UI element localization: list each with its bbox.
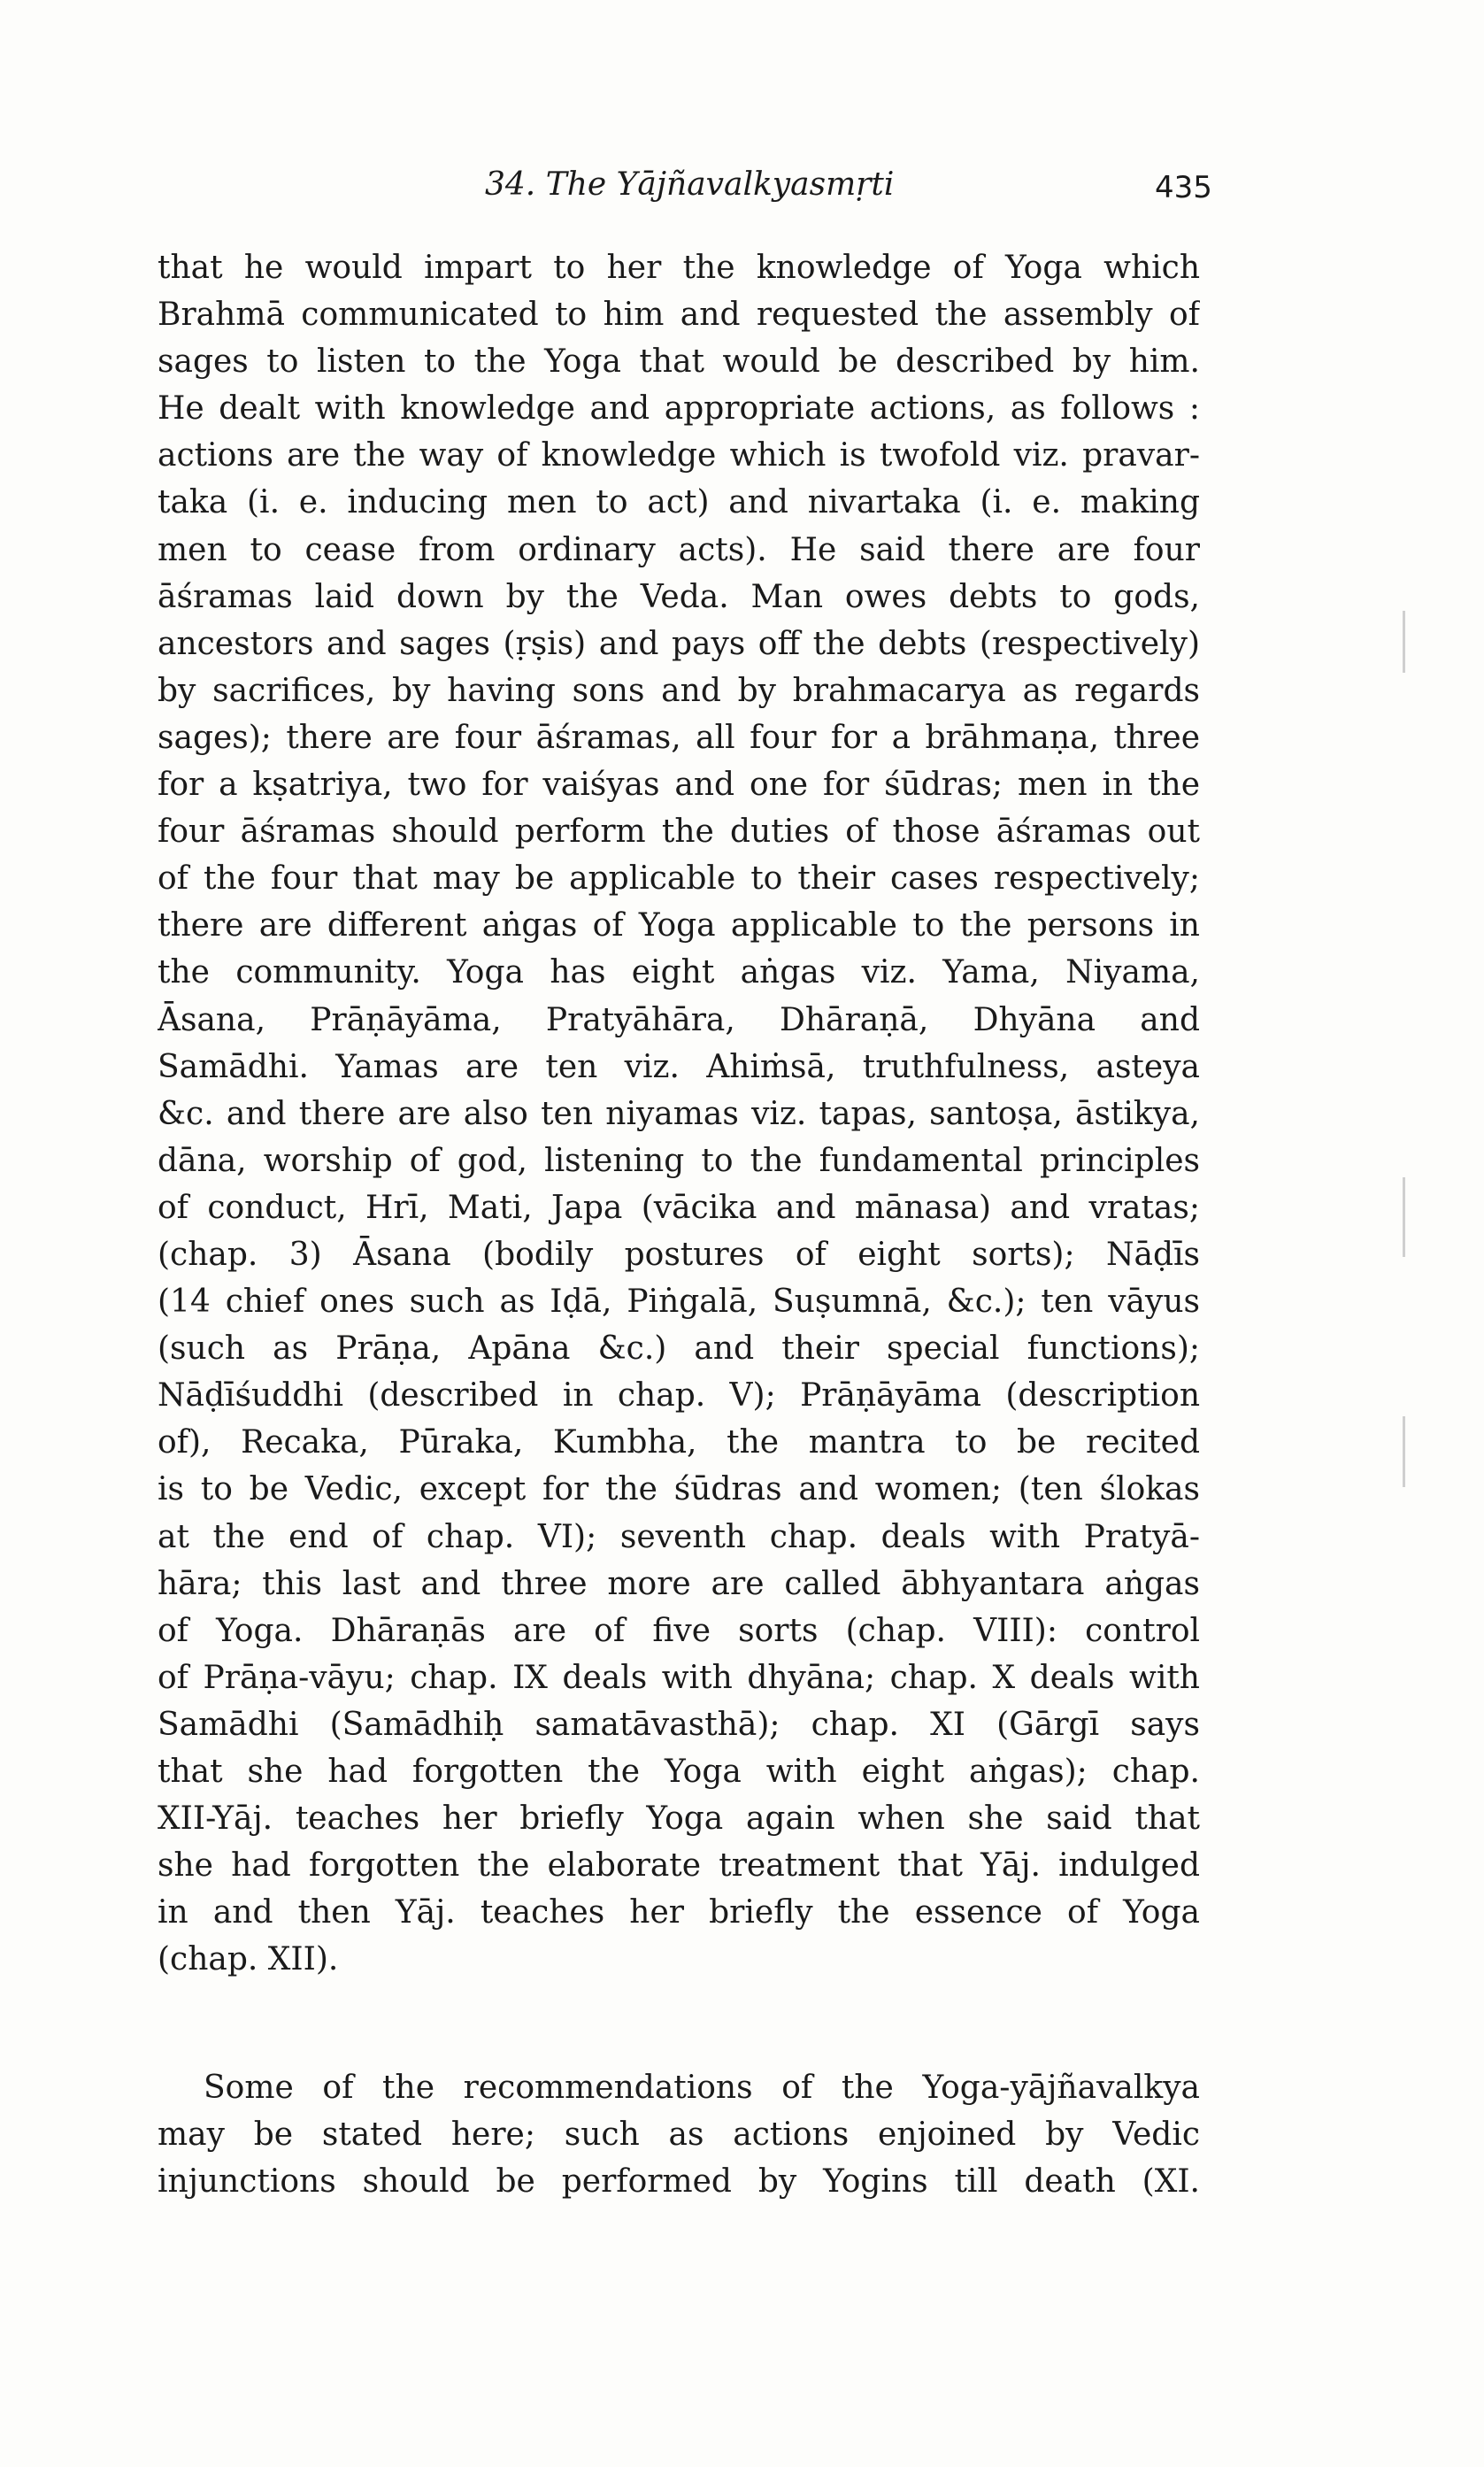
- text-line: hāra; this last and three more are called ābhyantara aṅgas: [158, 1565, 1200, 1602]
- text-line: dāna, worship of god, listening to the fundamental principles: [158, 1142, 1200, 1179]
- text-line: (14 chief ones such as Iḍā, Piṅgalā, Suṣumnā, &c.); ten vāyus: [158, 1284, 1200, 1321]
- scan-margin-mark: [1403, 1416, 1405, 1487]
- text-line: is to be Vedic, except for the śūdras and women; (ten ślokas: [158, 1471, 1200, 1508]
- text-line: for a kṣatriya, two for vaiśyas and one for śūdras; men in the: [158, 767, 1200, 804]
- text-line: by sacrifices, by having sons and by brahmacarya as regards: [158, 672, 1200, 709]
- text-line: four āśramas should perform the duties of those āśramas out: [158, 813, 1200, 851]
- page-number: 435: [1155, 170, 1212, 205]
- text-line: (chap. XII).: [158, 1941, 339, 1978]
- text-line: (chap. 3) Āsana (bodily postures of eight sorts); Nāḍīs: [158, 1236, 1200, 1273]
- text-line: may be stated here; such as actions enjoined by Vedic: [158, 2116, 1200, 2154]
- scan-margin-mark: [1403, 611, 1405, 673]
- text-line: (such as Prāṇa, Apāna &c.) and their special functions);: [158, 1330, 1200, 1368]
- text-line: sages to listen to the Yoga that would be described by him.: [158, 343, 1200, 381]
- text-line: ancestors and sages (ṛṣis) and pays off the debts (respectively): [158, 625, 1200, 662]
- text-line: Samādhi (Samādhiḥ samatāvasthā); chap. XI (Gārgī says: [158, 1706, 1200, 1743]
- text-line: men to cease from ordinary acts). He said there are four: [158, 531, 1200, 568]
- text-line: of conduct, Hrī, Mati, Japa (vācika and mānasa) and vratas;: [158, 1189, 1200, 1226]
- text-line: of the four that may be applicable to their cases respectively;: [158, 860, 1200, 898]
- text-line: she had forgotten the elaborate treatment that Yāj. indulged: [158, 1847, 1200, 1885]
- text-line: the community. Yoga has eight aṅgas viz. Yama, Niyama,: [158, 954, 1200, 991]
- paragraph-1: [158, 244, 1200, 1983]
- text-line: Some of the recommendations of the Yoga-yājñavalkya: [204, 2070, 1200, 2106]
- chapter-title: 34. The Yājñavalkyasmṛti: [485, 166, 895, 203]
- text-line: Brahmā communicated to him and requested the assembly of: [158, 297, 1200, 334]
- text-line: actions are the way of knowledge which is twofold viz. pravar-: [158, 437, 1200, 474]
- text-line: injunctions should be performed by Yogins till death (XI.: [158, 2163, 1200, 2201]
- text-line: He dealt with knowledge and appropriate actions, as follows :: [158, 390, 1200, 428]
- text-line: Nāḍīśuddhi (described in chap. V); Prāṇāyāma (description: [158, 1377, 1200, 1415]
- paragraph-2: [158, 2064, 1200, 2205]
- running-head: [0, 166, 1484, 211]
- text-line: of Yoga. Dhāraṇās are of five sorts (chap. VIII): control: [158, 1612, 1200, 1649]
- text-line: Samādhi. Yamas are ten viz. Ahiṁsā, truthfulness, asteya: [158, 1048, 1200, 1085]
- text-line: there are different aṅgas of Yoga applicable to the persons in: [158, 907, 1200, 944]
- text-line: taka (i. e. inducing men to act) and nivartaka (i. e. making: [158, 484, 1200, 521]
- text-line: that she had forgotten the Yoga with eight aṅgas); chap.: [158, 1754, 1200, 1790]
- text-line: in and then Yāj. teaches her briefly the essence of Yoga: [158, 1894, 1200, 1931]
- text-line: āśramas laid down by the Veda. Man owes debts to gods,: [158, 578, 1200, 615]
- text-line: &c. and there are also ten niyamas viz. tapas, santoṣa, āstikya,: [158, 1095, 1200, 1132]
- text-line: that he would impart to her the knowledge of Yoga which: [158, 250, 1200, 286]
- scan-margin-mark: [1403, 1177, 1405, 1257]
- text-line: XII-Yāj. teaches her briefly Yoga again when she said that: [158, 1800, 1200, 1838]
- text-line: sages); there are four āśramas, all four for a brāhmaṇa, three: [158, 719, 1200, 756]
- text-line: at the end of chap. VI); seventh chap. deals with Pratyā-: [158, 1518, 1200, 1555]
- text-line: of), Recaka, Pūraka, Kumbha, the mantra to be recited: [158, 1424, 1200, 1461]
- text-line: of Prāṇa-vāyu; chap. IX deals with dhyāna; chap. X deals with: [158, 1659, 1200, 1696]
- text-line: Āsana, Prāṇāyāma, Pratyāhāra, Dhāraṇā, Dhyāna and: [158, 1001, 1200, 1038]
